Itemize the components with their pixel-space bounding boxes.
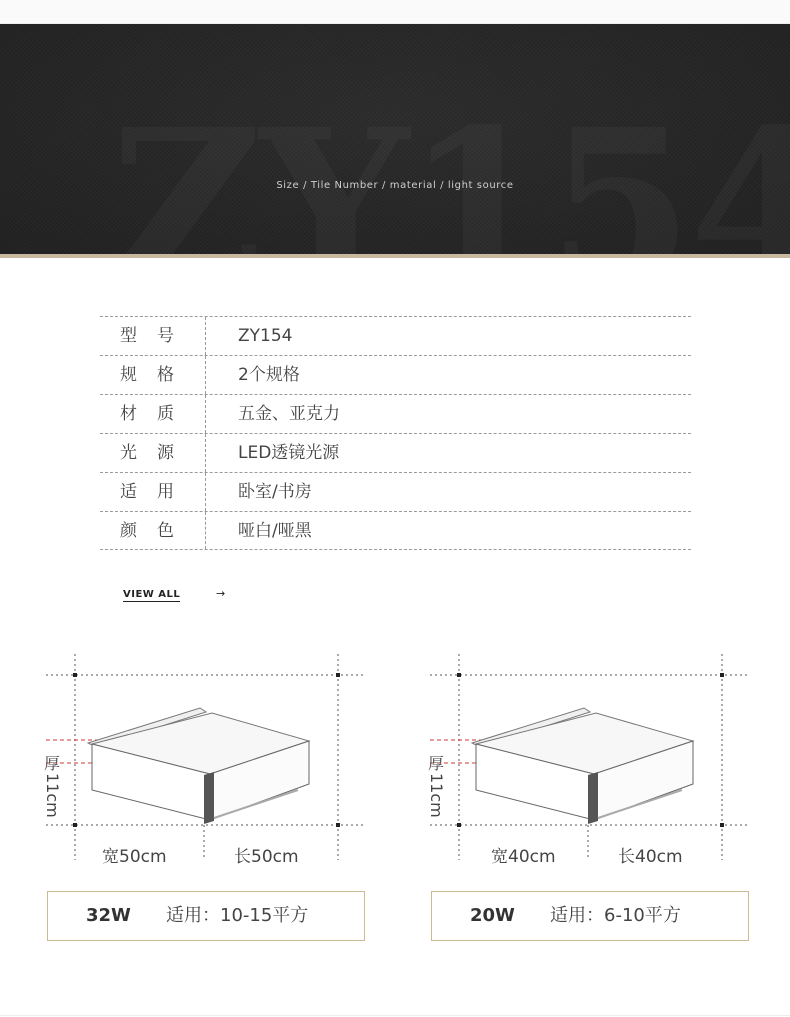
spec-label: 型号 [120, 326, 194, 346]
banner-subtitle: Size / Tile Number / material / light source [276, 180, 514, 191]
banner-accent-line [0, 254, 790, 258]
spec-value: LED透镜光源 [238, 443, 340, 463]
product-card-20w [424, 650, 754, 950]
applicable-area: 适用：6-10平方 [550, 905, 681, 926]
bottom-divider [0, 1015, 790, 1016]
spec-row-model [100, 316, 691, 355]
dimension-width: 宽40cm [491, 847, 556, 867]
banner [0, 24, 790, 254]
dimension-width: 宽50cm [102, 847, 167, 867]
spec-divider [205, 434, 206, 472]
spec-row-size [100, 355, 691, 394]
power-rating: 32W [86, 905, 131, 926]
dimension-length: 长50cm [234, 847, 299, 867]
dimension-height-label: 厚 [43, 754, 60, 773]
spec-row-material [100, 394, 691, 433]
dimension-height-value: 11cm [427, 773, 446, 818]
spec-label: 光源 [120, 443, 194, 463]
spec-value: 卧室/书房 [238, 482, 312, 502]
dimension-height [425, 755, 447, 818]
spec-label: 适用 [120, 482, 194, 502]
spec-divider [205, 356, 206, 394]
spec-table [100, 316, 691, 550]
spec-divider [205, 395, 206, 433]
top-strip [0, 0, 790, 24]
dimension-length: 长40cm [618, 847, 683, 867]
spec-label: 规格 [120, 365, 194, 385]
spec-divider [205, 317, 206, 355]
spec-row-color [100, 511, 691, 550]
spec-value: 2个规格 [238, 365, 300, 385]
spec-value: 哑白/哑黑 [238, 521, 312, 541]
spec-divider [205, 473, 206, 511]
spec-row-light-source [100, 433, 691, 472]
dimension-height-label: 厚 [427, 754, 444, 773]
dimension-height-value: 11cm [43, 773, 62, 818]
spec-value: ZY154 [238, 326, 293, 346]
power-rating: 20W [470, 905, 515, 926]
spec-divider [205, 512, 206, 549]
spec-label: 材质 [120, 404, 194, 424]
power-info-box [47, 891, 365, 941]
power-info-box [431, 891, 749, 941]
banner-watermark [110, 102, 790, 254]
spec-row-usage [100, 472, 691, 511]
product-card-32w [40, 650, 370, 950]
spec-label: 颜色 [120, 521, 194, 541]
applicable-area: 适用：10-15平方 [166, 905, 309, 926]
spec-value: 五金、亚克力 [238, 404, 340, 424]
arrow-right-icon[interactable]: → [216, 587, 226, 600]
view-all-link[interactable]: VIEW ALL [123, 589, 181, 600]
lamp-dimension-diagram [40, 650, 370, 880]
dimension-height [41, 755, 63, 818]
lamp-dimension-diagram [424, 650, 754, 880]
